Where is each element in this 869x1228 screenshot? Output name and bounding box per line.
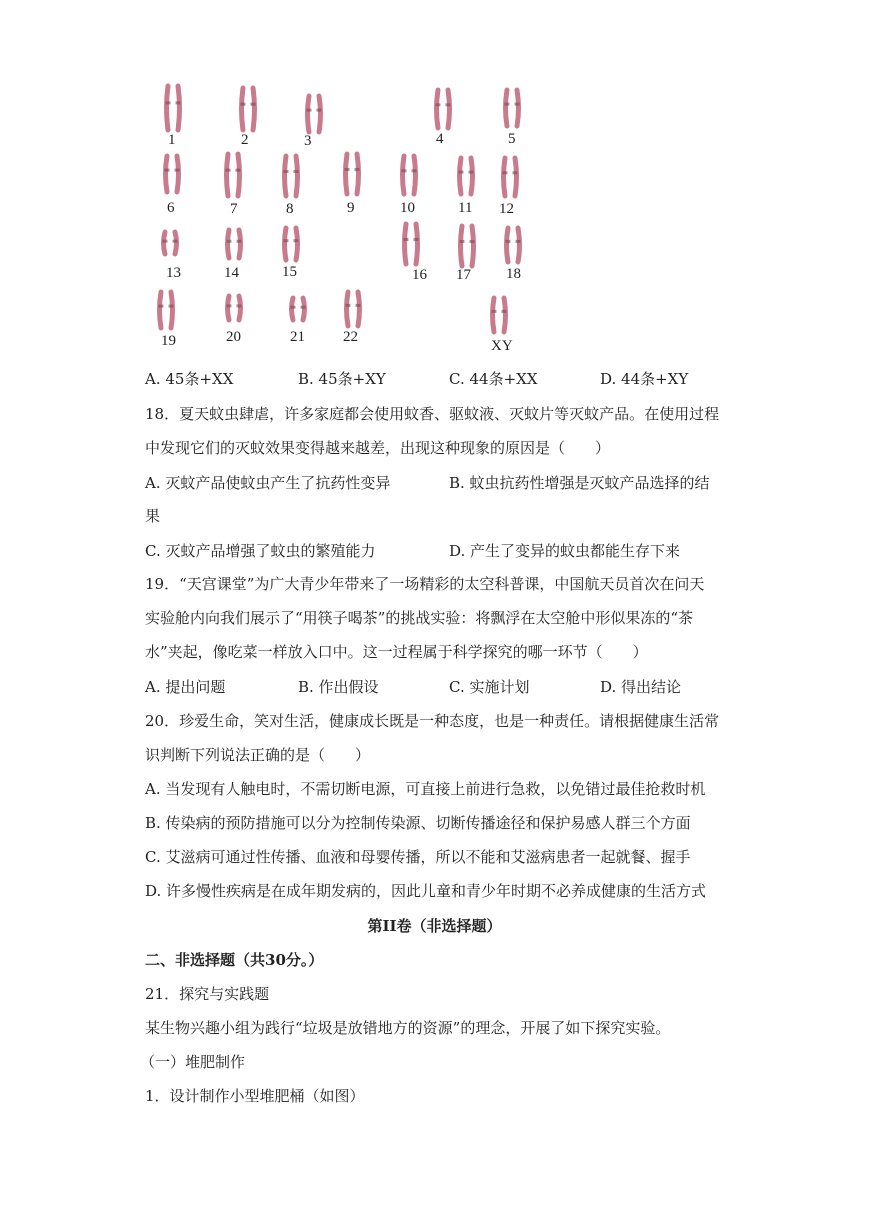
chromosome <box>285 228 287 260</box>
centromere-band <box>237 240 242 243</box>
centromere-band <box>226 169 231 172</box>
chromosome <box>515 158 517 196</box>
chromosome <box>358 292 360 326</box>
q19-option-c: C. 实施计划 <box>449 678 530 696</box>
chromosome <box>414 156 416 194</box>
centromere-band <box>176 101 181 104</box>
centromere-band <box>513 171 518 174</box>
centromere-band <box>516 240 521 243</box>
centromere-band <box>414 238 419 241</box>
chromosome <box>253 88 255 130</box>
centromere-band <box>307 109 312 112</box>
chromosome-pair-1 <box>166 86 181 130</box>
chromosome-label-4: 4 <box>436 131 444 147</box>
chromosome <box>175 232 177 254</box>
chromosome <box>517 90 519 126</box>
q17-option-d: D. 44条+XY <box>600 370 689 388</box>
centromere-band <box>301 306 306 309</box>
chromosome <box>416 224 418 264</box>
centromere-band <box>241 103 246 106</box>
chromosome <box>319 96 321 132</box>
q18-stem-line-2: 中发现它们的灭蚊效果变得越来越差，出现这种现象的原因是（ ） <box>145 439 611 457</box>
q18-option-a: A. 灭蚊产品使蚊虫产生了抗药性变异 <box>145 474 391 492</box>
q21-intro: 某生物兴趣小组为践行“垃圾是放错地方的资源”的理念，开展了如下探究实验。 <box>145 1019 671 1037</box>
chromosome <box>303 298 305 320</box>
chromosome <box>238 154 240 196</box>
chromosome-label-9: 9 <box>347 200 355 216</box>
chromosome <box>239 296 241 320</box>
centromere-band <box>317 109 322 112</box>
centromere-band <box>503 171 508 174</box>
chromosome-pair-19 <box>159 292 174 328</box>
part2-title: 第II卷（非选择题） <box>367 917 502 935</box>
chromosome <box>347 292 349 326</box>
chromosome <box>228 230 230 258</box>
chromosome-label-xy: XY <box>491 338 513 354</box>
chromosome-label-18: 18 <box>506 266 521 282</box>
q19-option-a: A. 提出问题 <box>145 678 226 696</box>
chromosome-label-20: 20 <box>226 329 241 345</box>
q19-option-d: D. 得出结论 <box>600 678 682 696</box>
centromere-band <box>227 304 232 307</box>
centromere-band <box>515 103 520 106</box>
chromosome-label-2: 2 <box>241 132 249 148</box>
chromosome-pair-13 <box>163 232 178 254</box>
q19-stem-line-1: 19．“天宫课堂”为广大青少年带来了一场精彩的太空科普课，中国航天员首次在问天 <box>145 575 705 593</box>
chromosome-label-1: 1 <box>168 132 176 148</box>
centromere-band <box>284 239 289 242</box>
q20-option-d: D. 许多慢性疾病是在成年期发病的，因此儿童和青少年时期不必养成健康的生活方式 <box>145 882 707 900</box>
chromosome <box>346 154 348 194</box>
chromosome-pair-16 <box>404 224 419 264</box>
chromosome <box>296 156 298 196</box>
centromere-band <box>505 103 510 106</box>
chromosome-pair-11 <box>459 158 474 194</box>
chromosome-label-8: 8 <box>286 201 294 217</box>
q20-option-b: B. 传染病的预防措施可以分为控制传染源、切断传播途径和保护易感人群三个方面 <box>145 814 691 832</box>
chromosome <box>296 228 298 260</box>
chromosome-pair-12 <box>503 158 518 196</box>
chromosome-pair-4 <box>436 90 451 128</box>
chromosome-pair-15 <box>284 228 299 260</box>
chromosome <box>460 158 462 194</box>
chromosome <box>227 154 229 196</box>
centromere-band <box>166 101 171 104</box>
centromere-band <box>446 103 451 106</box>
chromosome-pair-22 <box>346 292 361 326</box>
centromere-band <box>502 310 507 313</box>
q17-option-a: A. 45条+XX <box>145 370 234 388</box>
centromere-band <box>506 240 511 243</box>
q19-stem-line-3: 水”夹起，像吃菜一样放入口中。这一过程属于科学探究的哪一环节（ ） <box>145 643 648 661</box>
chromosome <box>507 228 509 262</box>
chromosome <box>504 158 506 196</box>
chromosome-pair-5 <box>505 90 520 126</box>
q19-stem-line-2: 实验舱内向我们展示了“用筷子喝茶”的挑战实验：将飘浮在太空舱中形似果冻的“茶 <box>145 609 694 627</box>
chromosome-label-13: 13 <box>166 265 181 281</box>
chromosome-drawing <box>140 78 540 358</box>
chromosome-label-12: 12 <box>499 201 514 217</box>
centromere-band <box>236 169 241 172</box>
chromosome <box>242 88 244 130</box>
chromosome <box>178 86 180 130</box>
chromosome <box>504 298 506 332</box>
karyotype-figure <box>140 78 540 358</box>
chromosome-pair-21 <box>291 298 306 320</box>
q20-stem-line-1: 20．珍爱生命，笑对生活，健康成长既是一种态度，也是一种责任。请根据健康生活常 <box>145 712 720 730</box>
q20-stem-line-2: 识判断下列说法正确的是（ ） <box>145 746 371 764</box>
chromosome-label-21: 21 <box>290 329 305 345</box>
chromosome <box>471 158 473 194</box>
q18-stem-line-1: 18．夏天蚊虫肆虐，许多家庭都会使用蚊香、驱蚊液、灭蚊片等灭蚊产品。在使用过程 <box>145 405 720 423</box>
centromere-band <box>402 169 407 172</box>
centromere-band <box>404 238 409 241</box>
q18-option-c: C. 灭蚊产品增强了蚊虫的繁殖能力 <box>145 542 376 560</box>
q21-subsection-1: （一）堆肥制作 <box>140 1053 246 1071</box>
chromosome <box>171 292 173 328</box>
centromere-band <box>165 169 170 172</box>
q21-title: 21．探究与实践题 <box>145 985 270 1003</box>
centromere-band <box>412 169 417 172</box>
chromosome-label-14: 14 <box>224 265 239 281</box>
centromere-band <box>460 240 465 243</box>
chromosome <box>405 224 407 264</box>
chromosome <box>308 96 310 132</box>
chromosome <box>403 156 405 194</box>
q20-option-c: C. 艾滋病可通过性传播、血液和母婴传播，所以不能和艾滋病患者一起就餐、握手 <box>145 848 691 866</box>
chromosome <box>177 156 179 192</box>
section2-title: 二、非选择题（共30分。） <box>145 951 324 969</box>
chromosome <box>357 154 359 194</box>
chromosome <box>437 90 439 128</box>
q18-option-d: D. 产生了变异的蚊虫都能生存下来 <box>449 542 681 560</box>
chromosome-label-22: 22 <box>343 329 358 345</box>
centromere-band <box>237 304 242 307</box>
centromere-band <box>227 240 232 243</box>
chromosome-pair-8 <box>284 156 299 196</box>
q20-option-a: A. 当发现有人触电时，不需切断电源，可直接上前进行急救，以免错过最佳抢救时机 <box>145 780 706 798</box>
q19-option-b: B. 作出假设 <box>298 678 379 696</box>
chromosome <box>166 156 168 192</box>
chromosome-pair-3 <box>307 96 322 132</box>
q17-option-b: B. 45条+XY <box>298 370 386 388</box>
q17-option-c: C. 44条+XX <box>449 370 538 388</box>
centromere-band <box>163 240 168 243</box>
chromosome <box>448 90 450 128</box>
chromosome-label-15: 15 <box>282 264 297 280</box>
chromosome-pair-17 <box>460 226 475 266</box>
chromosome <box>493 298 495 332</box>
centromere-band <box>459 171 464 174</box>
chromosome-label-11: 11 <box>458 200 473 216</box>
chromosome <box>160 292 162 328</box>
chromosome-pair-10 <box>402 156 417 194</box>
centromere-band <box>346 304 351 307</box>
centromere-band <box>173 240 178 243</box>
chromosome-pair-14 <box>227 230 242 258</box>
chromosome-pair-9 <box>345 154 360 194</box>
chromosome-pair-7 <box>226 154 241 196</box>
centromere-band <box>345 168 350 171</box>
chromosome <box>239 230 241 258</box>
chromosome-pair-xy <box>492 298 507 332</box>
centromere-band <box>470 240 475 243</box>
chromosome <box>472 226 474 266</box>
chromosome-pair-18 <box>506 228 521 262</box>
chromosome <box>461 226 463 266</box>
chromosome-pair-6 <box>165 156 180 192</box>
chromosome-pair-20 <box>227 296 242 320</box>
q18-option-b: B. 蚊虫抗药性增强是灭蚊产品选择的结 <box>449 474 710 492</box>
chromosome-label-6: 6 <box>167 200 175 216</box>
chromosome-label-7: 7 <box>230 201 238 217</box>
centromere-band <box>355 168 360 171</box>
centromere-band <box>436 103 441 106</box>
centromere-band <box>291 306 296 309</box>
centromere-band <box>356 304 361 307</box>
chromosome <box>167 86 169 130</box>
chromosome-label-10: 10 <box>400 200 415 216</box>
chromosome <box>164 232 166 254</box>
centromere-band <box>169 305 174 308</box>
chromosome-label-16: 16 <box>412 267 427 283</box>
centromere-band <box>175 169 180 172</box>
chromosome-label-19: 19 <box>161 333 176 349</box>
chromosome <box>285 156 287 196</box>
chromosome-label-17: 17 <box>456 267 471 283</box>
chromosome <box>518 228 520 262</box>
chromosome <box>292 298 294 320</box>
centromere-band <box>469 171 474 174</box>
centromere-band <box>294 170 299 173</box>
centromere-band <box>492 310 497 313</box>
chromosome-pair-2 <box>241 88 256 130</box>
centromere-band <box>284 170 289 173</box>
chromosome <box>506 90 508 126</box>
chromosome <box>228 296 230 320</box>
centromere-band <box>251 103 256 106</box>
centromere-band <box>159 305 164 308</box>
chromosome-label-3: 3 <box>304 133 312 149</box>
chromosome-label-5: 5 <box>508 131 516 147</box>
centromere-band <box>294 239 299 242</box>
q21-item-1: 1．设计制作小型堆肥桶（如图） <box>145 1087 365 1105</box>
q18-option-b-cont: 果 <box>145 507 161 525</box>
